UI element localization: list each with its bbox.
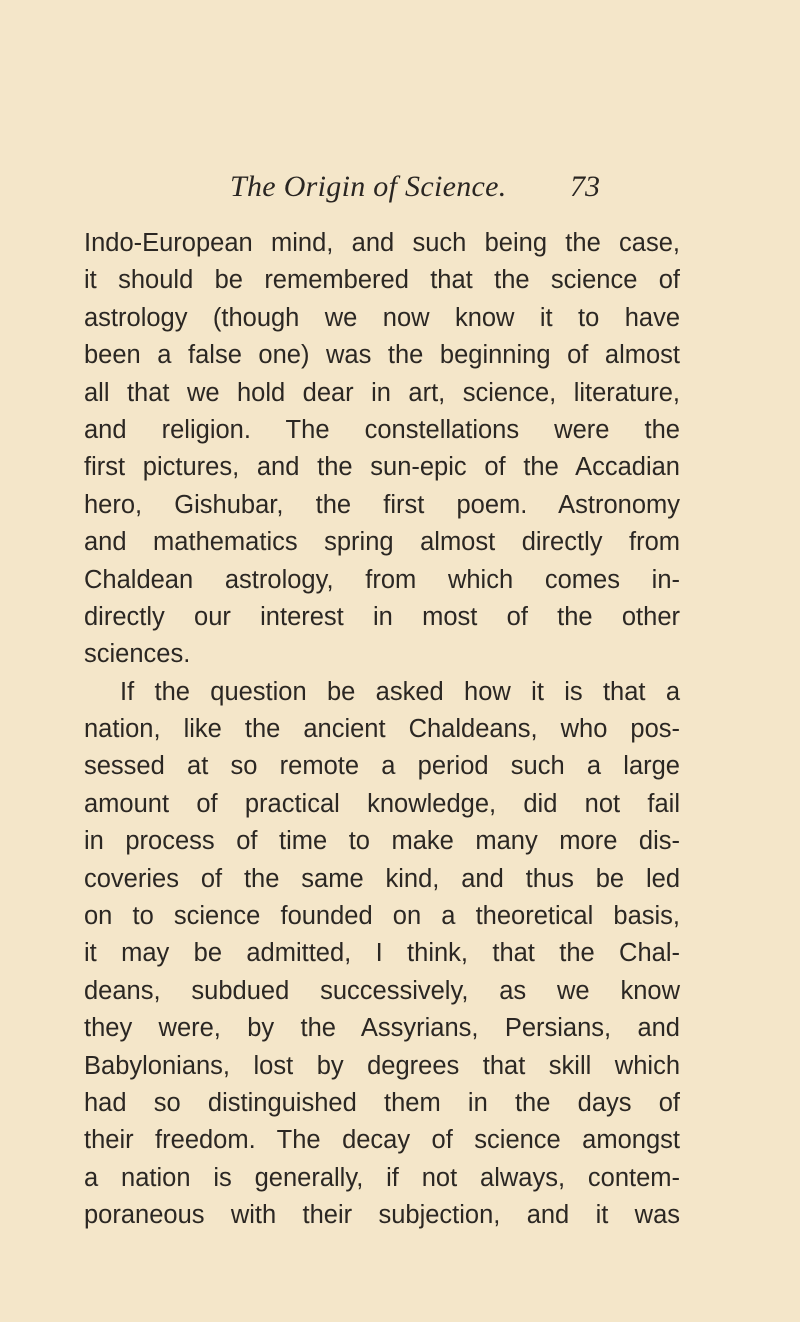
text-line: it may be admitted, I think, that the Chal- <box>84 939 680 968</box>
page-number: 73 <box>570 170 600 203</box>
text-line: and religion. The constellations were the <box>84 415 680 444</box>
text-line: had so distinguished them in the days of <box>84 1088 680 1117</box>
text-line: they were, by the Assyrians, Persians, and <box>84 1014 680 1043</box>
text-line: Babylonians, lost by degrees that skill which <box>84 1051 680 1080</box>
text-line: it should be remembered that the science of <box>84 266 680 295</box>
text-line: hero, Gishubar, the first poem. Astronomy <box>84 490 680 519</box>
text-line: been a false one) was the beginning of almost <box>84 341 680 370</box>
text-line: and mathematics spring almost directly from <box>84 528 680 557</box>
text-line: first pictures, and the sun-epic of the Accadian <box>84 453 680 482</box>
text-line: Chaldean astrology, from which comes in- <box>84 565 680 594</box>
text-line: astrology (though we now know it to have <box>84 303 680 332</box>
text-line: sciences. <box>84 640 191 669</box>
text-line: coveries of the same kind, and thus be led <box>84 864 680 893</box>
text-line: amount of practical knowledge, did not fail <box>84 789 680 818</box>
text-line: in process of time to make many more dis- <box>84 827 680 856</box>
text-line: their freedom. The decay of science amongst <box>84 1126 680 1155</box>
text-line: deans, subdued successively, as we know <box>84 976 680 1005</box>
body-text <box>84 225 680 1235</box>
text-line: poraneous with their subjection, and it was <box>84 1201 680 1230</box>
running-title: The Origin of Science. <box>230 170 507 203</box>
text-line: If the question be asked how it is that a <box>120 677 680 706</box>
text-line: sessed at so remote a period such a large <box>84 752 680 781</box>
text-line: directly our interest in most of the other <box>84 602 680 631</box>
text-line: Indo-European mind, and such being the case, <box>84 229 680 257</box>
text-line: on to science founded on a theoretical basis, <box>84 902 680 931</box>
text-line: nation, like the ancient Chaldeans, who pos- <box>84 715 680 744</box>
running-head <box>230 170 600 210</box>
text-line: all that we hold dear in art, science, literature, <box>84 378 680 407</box>
text-line: a nation is generally, if not always, contem- <box>84 1163 680 1192</box>
